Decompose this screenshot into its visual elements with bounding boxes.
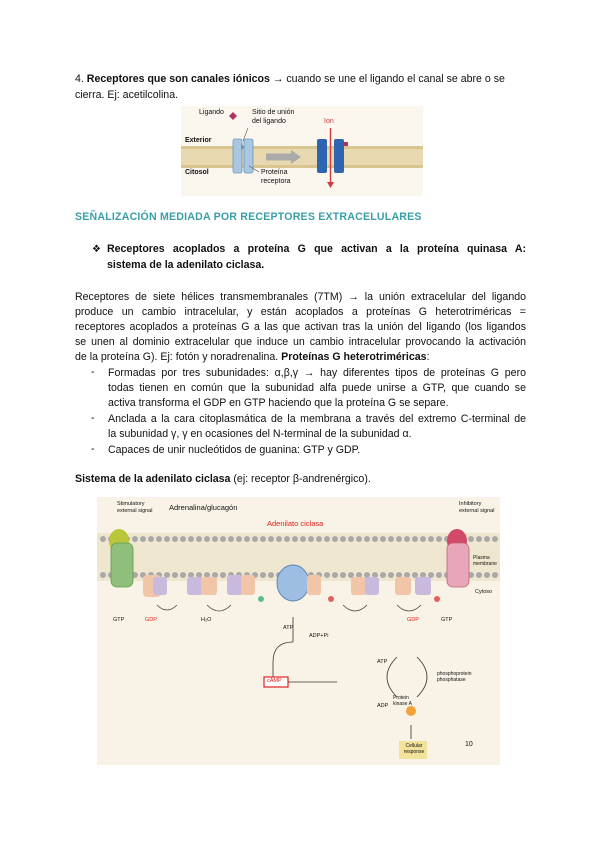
list-item-2-line1-text: Anclada a la cara citoplasmática de la membrana a través del extremo C-terminal de <box>108 413 526 425</box>
adenylate-cyclase-figure <box>97 497 500 765</box>
list-dash-1: - <box>91 366 95 378</box>
sitio-label-2: del ligando <box>252 118 286 125</box>
ion-label: Ion <box>324 118 334 125</box>
section-heading: SEÑALIZACIÓN MEDIADA POR RECEPTORES EXTRACELULARES <box>75 211 422 223</box>
figure-page-number: 10 <box>465 741 473 748</box>
paragraph-line5 <box>75 350 430 366</box>
list-item-3-line1: Capaces de unir nucleótidos de guanina: GTP y GDP. <box>108 444 361 456</box>
adp-pi-label: ADP+Pi <box>309 633 329 639</box>
section4-bold: Receptores que son canales iónicos <box>86 73 270 85</box>
atp-label: ATP <box>283 625 294 631</box>
ligando-label: Ligando <box>199 109 224 116</box>
plasma-label: Plasma membrane <box>473 555 497 567</box>
section4-line2: cierra. Ej: acetilcolina. <box>75 89 179 101</box>
sistema-rest: (ej: receptor β-andrenérgico). <box>230 473 371 485</box>
list-item-1-line3: activa transforma el GDP en GTP haciendo que la proteína G se separe. <box>108 397 449 409</box>
ion-channel-diagram <box>181 106 423 196</box>
paragraph-line1-text: Receptores de siete hélices transmembranales (7TM) → la unión extracelular del ligando <box>75 291 526 303</box>
paragraph-line5-end: : <box>426 351 430 363</box>
ion-channel-figure <box>181 106 423 196</box>
gtp-left: GTP <box>113 617 125 623</box>
adenylate-cyclase-diagram <box>97 497 500 765</box>
list-dash-3: - <box>91 443 95 455</box>
paragraph-line4-text: se unen al dominio extracelular que induce un cambio intracelular provocando la activación <box>75 336 526 348</box>
paragraph-line2 <box>75 305 526 321</box>
paragraph-line3-text: receptores acoplados a proteínas G a las que activan tras la unión del ligando (los ligandos <box>75 321 526 333</box>
proteina-label-1: Proteína <box>261 169 288 176</box>
inhib-label: Inhibitory external signal <box>459 501 495 514</box>
stim-label: Stimulatory external signal <box>117 501 153 514</box>
gdp-left: GDP <box>145 617 157 623</box>
list-item-1-line1 <box>108 366 526 382</box>
bullet-icon: ❖ <box>92 244 101 255</box>
list-dash-2: - <box>91 412 95 424</box>
camp-label: cAMP <box>267 678 282 684</box>
cytosol-label: Cytoso <box>475 589 493 595</box>
paragraph-line5-bold: Proteínas G heterotriméricas <box>281 351 427 363</box>
list-item-1-line2 <box>108 381 526 397</box>
paragraph-line5-normal: de la proteína G). Ej: fotón y noradrenalina. <box>75 351 282 363</box>
atp2-label: ATP <box>377 659 388 665</box>
sitio-label-1: Sitio de unión <box>252 109 295 116</box>
exterior-label: Exterior <box>185 137 212 144</box>
list-item-2-line1 <box>108 412 526 428</box>
proteina-label-2: receptora <box>261 178 291 185</box>
h2o-label: H₂O <box>201 617 212 623</box>
sistema-bold: Sistema de la adenilato ciclasa <box>75 473 231 485</box>
paragraph-line3 <box>75 320 526 336</box>
pka-label: Protein kinase A <box>393 695 412 707</box>
citosol-label: Citosol <box>185 169 209 176</box>
paragraph-line4 <box>75 335 526 351</box>
paragraph-line1 <box>75 290 526 306</box>
adrenalina-label: Adrenalina/glucagón <box>169 503 238 512</box>
adenilato-label: Adenilato ciclasa <box>267 519 324 528</box>
gtp-right: GTP <box>441 617 453 623</box>
phospho-label: phosphoprotein phosphatase <box>437 671 472 683</box>
bullet-line1 <box>107 242 526 258</box>
paragraph-line2-text: produce un cambio intracelular, y están acoplados a proteínas G heterotriméricas = <box>75 306 526 318</box>
bullet-line2: sistema de la adenilato ciclasa. <box>107 259 265 271</box>
section4-number: 4. <box>75 73 84 85</box>
gdp-right: GDP <box>407 617 419 623</box>
list-item-2-line2: la subunidad γ, γ en ocasiones del N-terminal de la subunidad α. <box>108 428 412 440</box>
section4-line1 <box>75 72 530 88</box>
sistema-line <box>75 472 371 488</box>
section4-rest: → cuando se une el ligando el canal se abre o se <box>269 73 505 85</box>
adp-label: ADP <box>377 703 389 709</box>
cellular-response-label: Cellular response <box>403 743 425 755</box>
bullet-line1-text: Receptores acoplados a proteína G que activan a la proteína quinasa A: <box>107 243 526 255</box>
list-item-1-line1-text: Formadas por tres subunidades: α,β,γ → hay diferentes tipos de proteínas G pero <box>108 367 526 379</box>
list-item-1-line2-text: todas tienen en común que la subunidad alfa puede unirse a GTP, que cuando se <box>108 382 526 394</box>
